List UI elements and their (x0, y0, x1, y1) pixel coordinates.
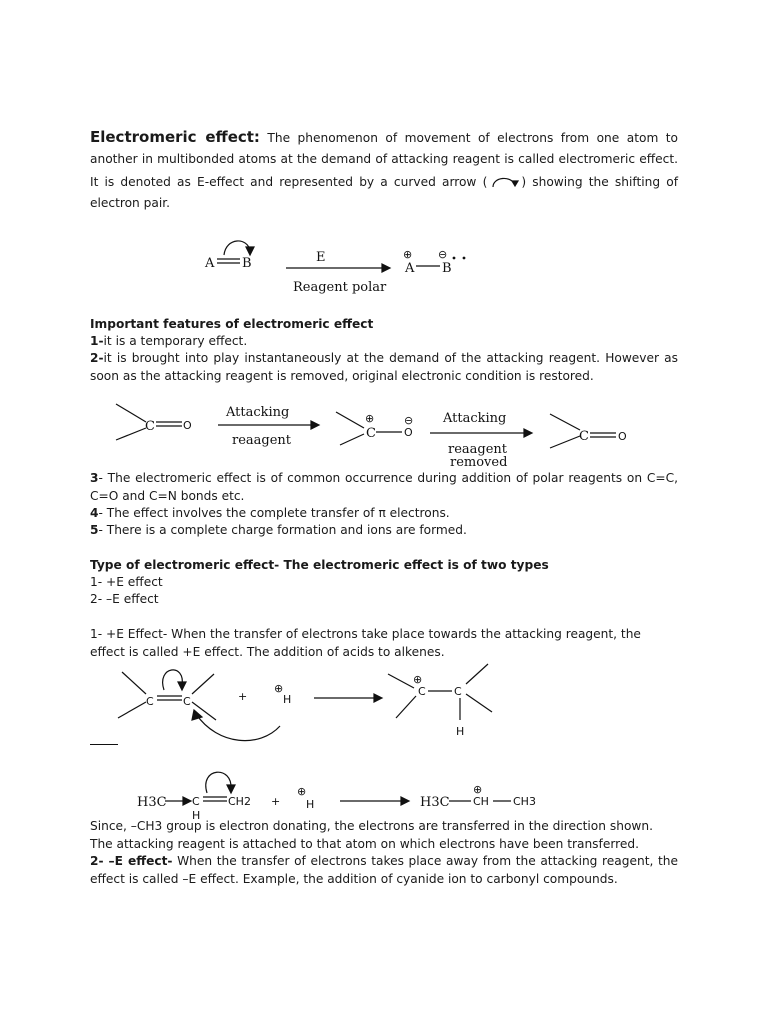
carbon-label: C (366, 426, 376, 441)
minus-charge-icon: ⊖ (404, 414, 414, 427)
plus-charge-icon: ⊕ (365, 412, 375, 425)
minus-e-paragraph: 2- –E effect- When the transfer of electrons takes place away from the attacking reagent, the effect is called –E effect. Example, the addition of cyanide ion to carbonyl compounds. (90, 854, 678, 886)
hydrogen-label: H (192, 809, 201, 822)
intro-text-a: The phenomenon of movement of electrons from one atom to another in multibonded atoms at the demand of attacking reagent is called electromeric effect. It is denoted as E-effect and represented by a curved arrow ( (90, 131, 679, 189)
diagram-propene-protonation (135, 765, 575, 825)
diagram-electron-shift (200, 235, 500, 305)
lone-pair-dot (463, 257, 466, 260)
short-rule (90, 744, 118, 745)
bond-line (388, 674, 414, 688)
arrowhead (524, 429, 532, 437)
carbon-label: C (579, 429, 589, 444)
curved-arrow-icon (206, 772, 231, 793)
atom-b-label: B (242, 256, 252, 271)
bond-line (466, 664, 488, 684)
bond-line (336, 412, 364, 428)
bond-line (192, 674, 214, 694)
section-title: Electromeric effect: (90, 128, 260, 146)
hydrogen-label: H (456, 725, 465, 738)
oxygen-label: O (183, 419, 192, 432)
plus-charge-icon: ⊕ (413, 673, 423, 686)
plus-sign: + (238, 690, 248, 703)
reagent-label: reaagent (232, 433, 292, 448)
plus-e-paragraph: 1- +E Effect- When the transfer of electrons take place towards the attacking reagent, the effect is called +E effect. The addition of acids to alkenes. (90, 627, 641, 659)
features-heading: Important features of electromeric effect (90, 317, 374, 331)
arrowhead (311, 421, 319, 429)
arrowhead (246, 247, 254, 255)
minus-charge-icon: ⊖ (438, 248, 448, 261)
bond-line (122, 672, 146, 694)
removed-label: removed (450, 455, 508, 470)
arrowhead (192, 710, 202, 720)
ch-label: CH (473, 795, 489, 808)
curved-arrow-icon (163, 670, 183, 690)
lone-pair-dot (453, 257, 456, 260)
methyl-label: H3C (137, 795, 167, 810)
reagent-polar-label: Reagent polar (293, 280, 387, 295)
methyl-label: H3C (420, 795, 450, 810)
arrowhead (227, 785, 235, 793)
bond-line (466, 694, 492, 712)
plus-sign: + (271, 795, 281, 808)
plus-charge-icon: ⊕ (297, 785, 307, 798)
curved-arrow-icon (196, 714, 280, 741)
atom-b-label: B (442, 261, 452, 276)
arrow-label-e: E (316, 250, 326, 265)
atom-a-label: A (405, 261, 415, 276)
intro-text-b: ) showing the shifting of electron pair. (90, 175, 678, 210)
bond-line (116, 428, 146, 440)
atom-a-label: A (205, 256, 215, 271)
oxygen-label: O (618, 430, 627, 443)
intro-paragraph (90, 127, 678, 214)
feature-item-5: 5- There is a complete charge formation and ions are formed. (90, 523, 467, 537)
reagent-label: reaagent (448, 442, 508, 457)
hydrogen-label: H (283, 693, 292, 706)
attacking-label: Attacking (443, 411, 507, 426)
type-item-1: 1- +E effect (90, 575, 163, 589)
carbon-label: C (145, 419, 155, 434)
carbon-label: C (183, 695, 191, 708)
arrowhead (183, 797, 191, 805)
since-paragraph: Since, –CH3 group is electron donating, the electrons are transferred in the direction shown. The attacking reagent is attached to that atom on which electrons have been transferred. (90, 819, 653, 851)
bond-line (340, 434, 364, 445)
bond-line (550, 414, 580, 430)
bond-line (118, 702, 146, 718)
feature-item-1: 1-it is a temporary effect. (90, 334, 248, 348)
methyl-label: CH3 (513, 795, 536, 808)
carbon-label: C (192, 795, 200, 808)
bond-line (396, 696, 416, 718)
attacking-label: Attacking (226, 405, 290, 420)
arrowhead (382, 264, 390, 272)
plus-charge-icon: ⊕ (403, 248, 413, 261)
curved-arrow-icon (487, 173, 521, 189)
feature-item-4: 4- The effect involves the complete transfer of π electrons. (90, 506, 450, 520)
feature-item-3: 3- The electromeric effect is of common occurrence during addition of polar reagents on C=C, C=O and C=N bonds etc. (90, 471, 678, 503)
arrowhead (178, 682, 186, 690)
types-heading: Type of electromeric effect- The electromeric effect is of two types (90, 558, 549, 572)
plus-charge-icon: ⊕ (274, 682, 284, 695)
methylene-label: CH2 (228, 795, 251, 808)
arrowhead (401, 797, 409, 805)
bond-line (116, 404, 146, 422)
carbon-label: C (146, 695, 154, 708)
diagram-carbonyl-electromeric (110, 400, 630, 470)
arrowhead (374, 694, 382, 702)
hydrogen-label: H (306, 798, 315, 811)
bond-line (550, 436, 580, 448)
oxygen-label: O (404, 426, 413, 439)
feature-item-2: 2-it is brought into play instantaneously at the demand of the attacking reagent. However as soon as the attacking reagent is removed, original electronic condition is restored. (90, 351, 678, 383)
type-item-2: 2- –E effect (90, 592, 159, 606)
carbon-label: C (418, 685, 426, 698)
plus-charge-icon: ⊕ (473, 783, 483, 796)
carbon-label: C (454, 685, 462, 698)
diagram-acid-addition (110, 660, 530, 750)
